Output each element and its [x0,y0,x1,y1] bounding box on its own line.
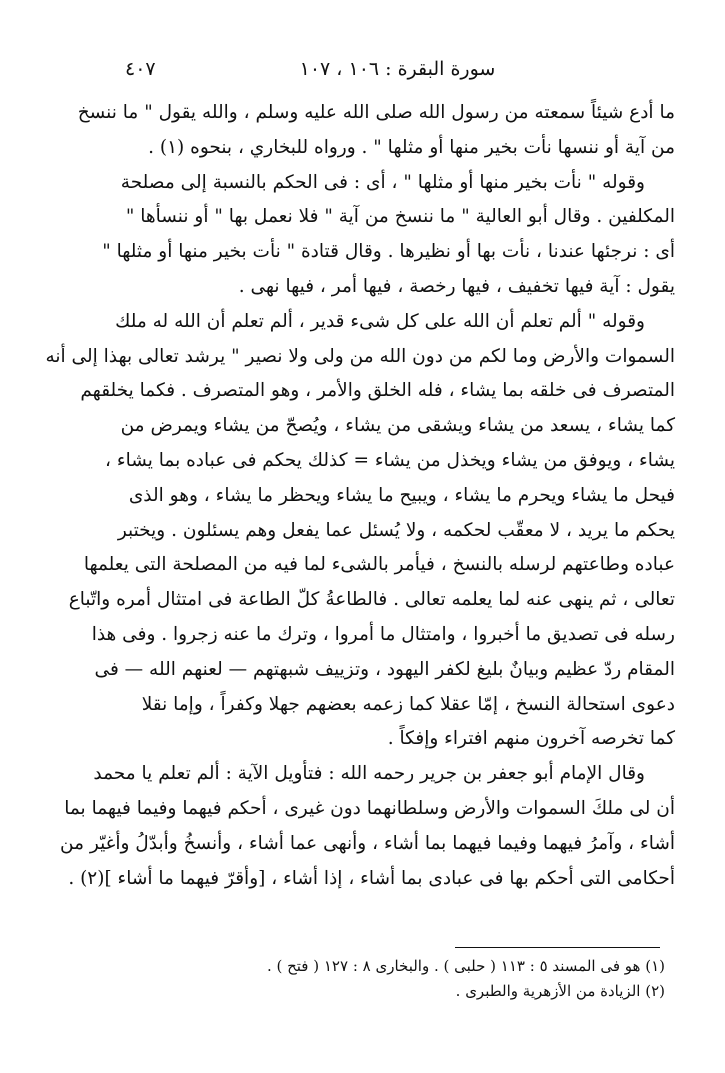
footnote-divider [455,947,660,948]
body-text [45,96,675,896]
text-line: السموات والأرض وما لكم من دون الله من ولى ولا نصير " يرشد تعالى بهذا إلى أنه [45,345,675,367]
text-line: المتصرف فى خلقه بما يشاء ، فله الخلق والأمر ، وهو المتصرف . فكما يخلقهم [80,380,675,402]
text-line: دعوى استحالة النسخ ، إمّا عقلا كما زعمه بعضهم جهلا وكفراً ، وإما نقلا [141,693,675,715]
footnote-1: (١) هو فى المسند ٥ : ١١٣ ( حلبى ) . والبخارى ٨ : ١٢٧ ( فتح ) . [266,957,665,975]
text-line: أى : نرجئها عندنا ، نأت بها أو نظيرها . وقال قتادة " نأت بخير منها أو مثلها " [102,241,675,263]
text-line: تعالى ، ثم ينهى عنه لما يعلمه تعالى . فالطاعةُ كلّ الطاعة فى امتثال أمره واتّباع [68,589,675,611]
page-number: ٤٠٧ [125,58,156,80]
text-line: المكلفين . وقال أبو العالية " ما ننسخ من آية " فلا نعمل بها " أو ننسأها " [125,206,675,228]
text-line: أن لى ملكَ السموات والأرض وسلطانهما دون غيرى ، أحكم فيهما وفيما فيهما بما [64,797,675,819]
text-line: أشاء ، وآمرُ فيهما وفيما فيهما بما أشاء ، وأنهى عما أشاء ، وأنسخُ وأبدّلُ وأغيّر من [60,832,675,854]
text-line: يقول : آية فيها تخفيف ، فيها رخصة ، فيها أمر ، فيها نهى . [238,275,675,297]
text-line: من آية أو ننسها نأت بخير منها أو مثلها " . ورواه للبخاري ، بنحوه (١) . [148,136,675,158]
footnotes [266,954,665,1004]
text-line: وقوله " ألم تعلم أن الله على كل شىء قدير ، ألم تعلم أن الله له ملك [115,310,645,332]
text-line: عباده وطاعتهم لرسله بالنسخ ، فيأمر بالشىء لما فيه من المصلحة التى يعلمها [83,554,675,576]
text-line: يشاء ، ويوفق من يشاء ويخذل من يشاء = كذلك يحكم فى عباده بما يشاء ، [105,449,675,471]
text-line: يحكم ما يريد ، لا معقّب لحكمه ، ولا يُسئل عما يفعل وهم يسئلون . ويختبر [117,519,675,541]
text-line: كما يشاء ، يسعد من يشاء ويشقى من يشاء ، ويُصحّ من يشاء ويمرض من [120,415,675,437]
text-line: فيحل ما يشاء ويحرم ما يشاء ، ويبيح ما يشاء ويحظر ما يشاء ، وهو الذى [128,484,675,506]
text-line: وقوله " نأت بخير منها أو مثلها " ، أى : فى الحكم بالنسبة إلى مصلحة [120,171,645,193]
running-header: سورة البقرة : ١٠٦ ، ١٠٧ [299,58,496,80]
text-line: وقال الإمام أبو جعفر بن جرير رحمه الله : فتأويل الآية : ألم تعلم يا محمد [93,763,645,785]
text-line: رسله فى تصديق ما أخبروا ، وامتثال ما أمروا ، وترك ما عنه زجروا . وفى هذا [91,623,675,645]
text-line: أحكامى التى أحكم بها فى عبادى بما أشاء ، إذا أشاء ، [وأقرّ فيهما ما أشاء ](٢) . [68,867,675,889]
footnote-2: (٢) الزيادة من الأزهرية والطبرى . [455,982,665,1000]
text-line: كما تخرصه آخرون منهم افتراء وإفكاً . [387,728,675,750]
text-line: المقام ردّ عظيم وبيانٌ بليغ لكفر اليهود ، وتزييف شبهتهم — لعنهم الله — فى [94,658,675,680]
text-line: ما أدع شيئاً سمعته من رسول الله صلى الله عليه وسلم ، والله يقول " ما ننسخ [77,102,675,123]
